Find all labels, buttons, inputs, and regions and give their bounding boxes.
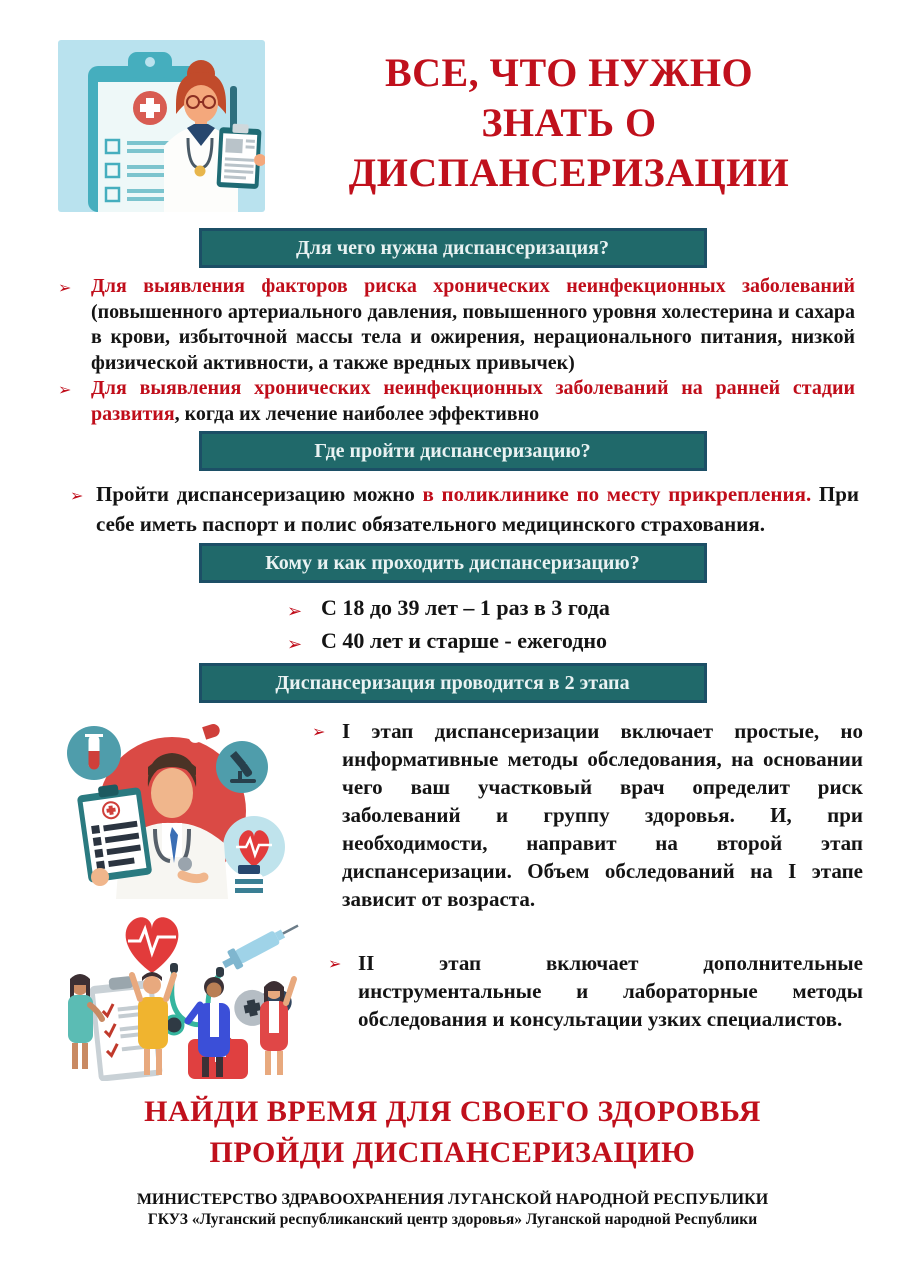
stage-1-text	[292, 707, 863, 913]
where-text-2: При себе иметь паспорт и полис обязательного медицинского страхования.	[96, 482, 859, 536]
arrow-bullet-icon: ➢	[287, 601, 303, 622]
why-bullet-2-text: , когда их лечение наиболее эффективно	[174, 402, 540, 425]
title-line: ВСЕ, ЧТО НУЖНО	[384, 50, 754, 95]
cta-line: ПРОЙДИ ДИСПАНСЕРИЗАЦИЮ	[209, 1136, 696, 1169]
arrow-bullet-icon: ➢	[70, 486, 84, 505]
syringe-icon	[219, 916, 303, 974]
arrow-bullet-icon: ➢	[58, 278, 72, 297]
age-rules-list	[287, 591, 905, 657]
clipboard-icon	[76, 781, 152, 883]
banner-who: Кому и как проходить диспансеризацию?	[199, 543, 707, 583]
age-rule-text: С 18 до 39 лет – 1 раз в 3 года	[321, 595, 610, 620]
arrow-bullet-icon: ➢	[312, 722, 326, 741]
banner-where: Где пройти диспансеризацию?	[199, 431, 707, 471]
ministry-name: МИНИСТЕРСТВО ЗДРАВООХРАНЕНИЯ ЛУГАНСКОЙ НАРОДНОЙ РЕСПУБЛИКИ	[136, 1191, 769, 1208]
stage-1-description: I этап диспансеризации включает простые, но информативные методы обследования, на основании чего ваш участковый врач определит риск заболеваний и группу здоровья. И, при необходимости, направит на второй этап диспансеризации. Объем обследований на I этапе зависит от возраста.	[342, 719, 863, 911]
doctor-exam-methods-illustration	[52, 707, 292, 899]
stage-2-row	[52, 913, 863, 1081]
where-bullet	[70, 479, 859, 539]
cta-line: НАЙДИ ВРЕМЯ ДЛЯ СВОЕГО ЗДОРОВЬЯ	[144, 1095, 761, 1128]
medicine-bottle-icon	[235, 865, 263, 897]
age-rule-18-39	[287, 591, 905, 624]
microscope-icon	[216, 741, 268, 793]
footer	[0, 1191, 905, 1229]
stage-1-row	[52, 707, 863, 913]
test-tube-icon	[67, 726, 121, 780]
pill-icon	[187, 722, 221, 744]
why-bullet-1	[58, 274, 855, 376]
banner-why: Для чего нужна диспансеризация?	[199, 228, 707, 268]
header	[0, 0, 905, 212]
banner-stages: Диспансеризация проводится в 2 этапа	[199, 663, 707, 703]
medical-team-illustration	[52, 913, 308, 1081]
why-bullet-2-highlight: Для выявления хронических неинфекционных заболеваний на ранней стадии развития	[91, 377, 855, 425]
age-rule-text: С 40 лет и старше - ежегодно	[321, 628, 608, 653]
why-bullet-2	[58, 376, 855, 427]
why-bullets	[58, 274, 855, 427]
arrow-bullet-icon: ➢	[58, 380, 72, 399]
why-bullet-1-text: (повышенного артериального давления, повышенного уровня холестерина и сахара в крови, избыточной массы тела и ожирения, нерационального питания, низкой физической активности, а также вредных привычек)	[91, 300, 855, 374]
organization-name: ГКУЗ «Луганский республиканский центр здоровья» Луганской народной Республики	[147, 1211, 758, 1228]
title-line: ЗНАТЬ О	[481, 100, 657, 145]
small-clipboard-icon	[216, 123, 261, 189]
where-text-1: Пройти диспансеризацию можно	[96, 482, 423, 506]
arrow-bullet-icon: ➢	[328, 954, 342, 973]
stage-2-description: II этап включает дополнительные инструментальные и лабораторные методы обследования и консультации узких специалистов.	[358, 951, 863, 1031]
call-to-action	[0, 1091, 905, 1173]
page-title	[281, 40, 857, 198]
person-figure	[260, 979, 294, 1075]
arrow-bullet-icon: ➢	[287, 634, 303, 655]
why-bullet-1-highlight: Для выявления факторов риска хронических неинфекционных заболеваний	[91, 275, 855, 297]
age-rule-40-plus	[287, 624, 905, 657]
where-text-highlight: в поликлинике по месту прикрепления.	[422, 482, 812, 506]
title-line: ДИСПАНСЕРИЗАЦИИ	[348, 150, 790, 195]
doctor-with-clipboard-illustration	[58, 40, 265, 212]
stage-2-text	[308, 913, 863, 1081]
